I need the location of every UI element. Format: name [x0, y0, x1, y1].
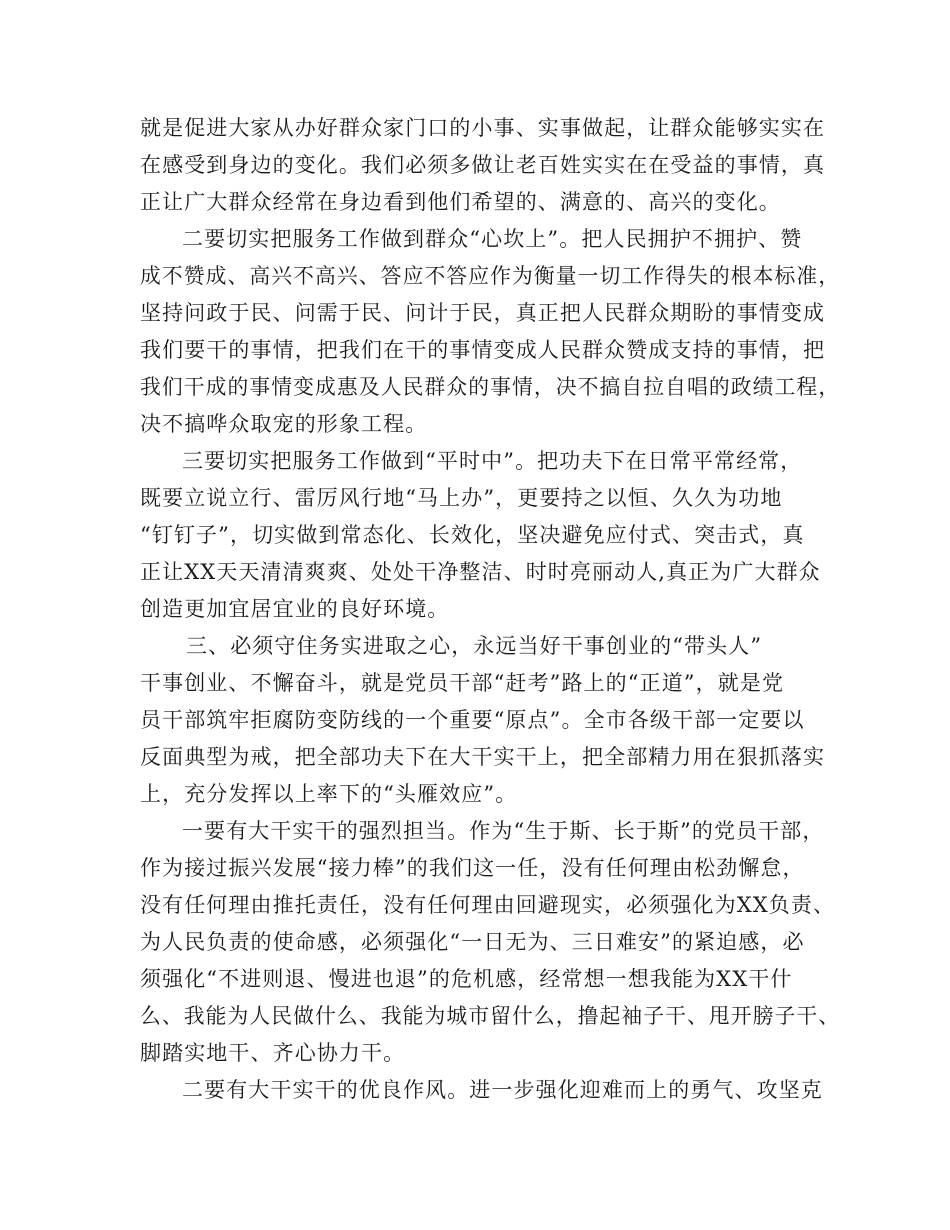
- paragraph-4-line-2: 员干部筑牢拒腐防变防线的一个重要“原点”。全市各级干部一定要以: [140, 708, 805, 732]
- paragraph-1-line-1: 就是促进大家从办好群众家门口的小事、实事做起，让群众能够实实在: [140, 116, 826, 140]
- paragraph-1-line-3: 正让广大群众经常在身边看到他们希望的、满意的、高兴的变化。: [140, 190, 781, 214]
- section-heading: 三、必须守住务实进取之心，永远当好干事创业的“带头人”: [186, 634, 763, 658]
- paragraph-5-line-2: 作为接过振兴发展“接力棒”的我们这一任，没有任何理由松劲懈怠，: [140, 856, 805, 880]
- paragraph-2-line-6: 决不搞哗众取宠的形象工程。: [140, 412, 428, 436]
- paragraph-3-line-5: 创造更加宜居宜业的良好环境。: [140, 597, 450, 621]
- paragraph-3-line-4: 正让XX天天清清爽爽、处处干净整洁、时时亮丽动人,真正为广大群众: [140, 560, 821, 584]
- paragraph-4-line-3: 反面典型为戒，把全部功夫下在大干实干上，把全部精力用在狠抓落实: [140, 745, 826, 769]
- paragraph-4-line-1: 干事创业、不懈奋斗，就是党员干部“赶考”路上的“正道”，就是党: [140, 671, 785, 695]
- paragraph-2-line-5: 我们干成的事情变成惠及人民群众的事情，决不搞自拉自唱的政绩工程，: [140, 375, 841, 399]
- paragraph-2-line-4: 我们要干的事情，把我们在干的事情变成人民群众赞成支持的事情，把: [140, 338, 826, 362]
- paragraph-5-line-7: 脚踏实地干、齐心协力干。: [140, 1041, 406, 1065]
- paragraph-5-line-6: 么、我能为人民做什么、我能为城市留什么，撸起袖子干、甩开膀子干、: [140, 1004, 841, 1028]
- paragraph-2-line-3: 坚持问政于民、问需于民、问计于民，真正把人民群众期盼的事情变成: [140, 301, 826, 325]
- paragraph-6-line-1: 二要有大干实干的优良作风。进一步强化迎难而上的勇气、攻坚克: [182, 1078, 823, 1102]
- paragraph-1-line-2: 在感受到身边的变化。我们必须多做让老百姓实实在在受益的事情，真: [140, 153, 826, 177]
- paragraph-3-line-1: 三要切实把服务工作做到“平时中”。把功夫下在日常平常经常，: [182, 449, 803, 473]
- paragraph-2-line-2: 成不赞成、高兴不高兴、答应不答应作为衡量一切工作得失的根本标准，: [140, 264, 841, 288]
- paragraph-5-line-5: 须强化“不进则退、慢进也退”的危机感，经常想一想我能为XX干什: [140, 967, 793, 991]
- paragraph-3-line-3: “钉钉子”，切实做到常态化、长效化，坚决避免应付式、突击式，真: [140, 523, 805, 547]
- paragraph-2-line-1: 二要切实把服务工作做到群众“心坎上”。把人民拥护不拥护、赞: [182, 227, 803, 251]
- paragraph-4-line-4: 上，充分发挥以上率下的“头雁效应”。: [140, 782, 518, 806]
- paragraph-5-line-1: 一要有大干实干的强烈担当。作为“生于斯、长于斯”的党员干部，: [182, 819, 825, 843]
- paragraph-5-line-3: 没有任何理由推托责任，没有任何理由回避现实，必须强化为XX负责、: [140, 893, 836, 917]
- paragraph-5-line-4: 为人民负责的使命感，必须强化“一日无为、三日难安”的紧迫感，必: [140, 930, 805, 954]
- paragraph-3-line-2: 既要立说立行、雷厉风行地“马上办”，更要持之以恒、久久为功地: [140, 486, 783, 510]
